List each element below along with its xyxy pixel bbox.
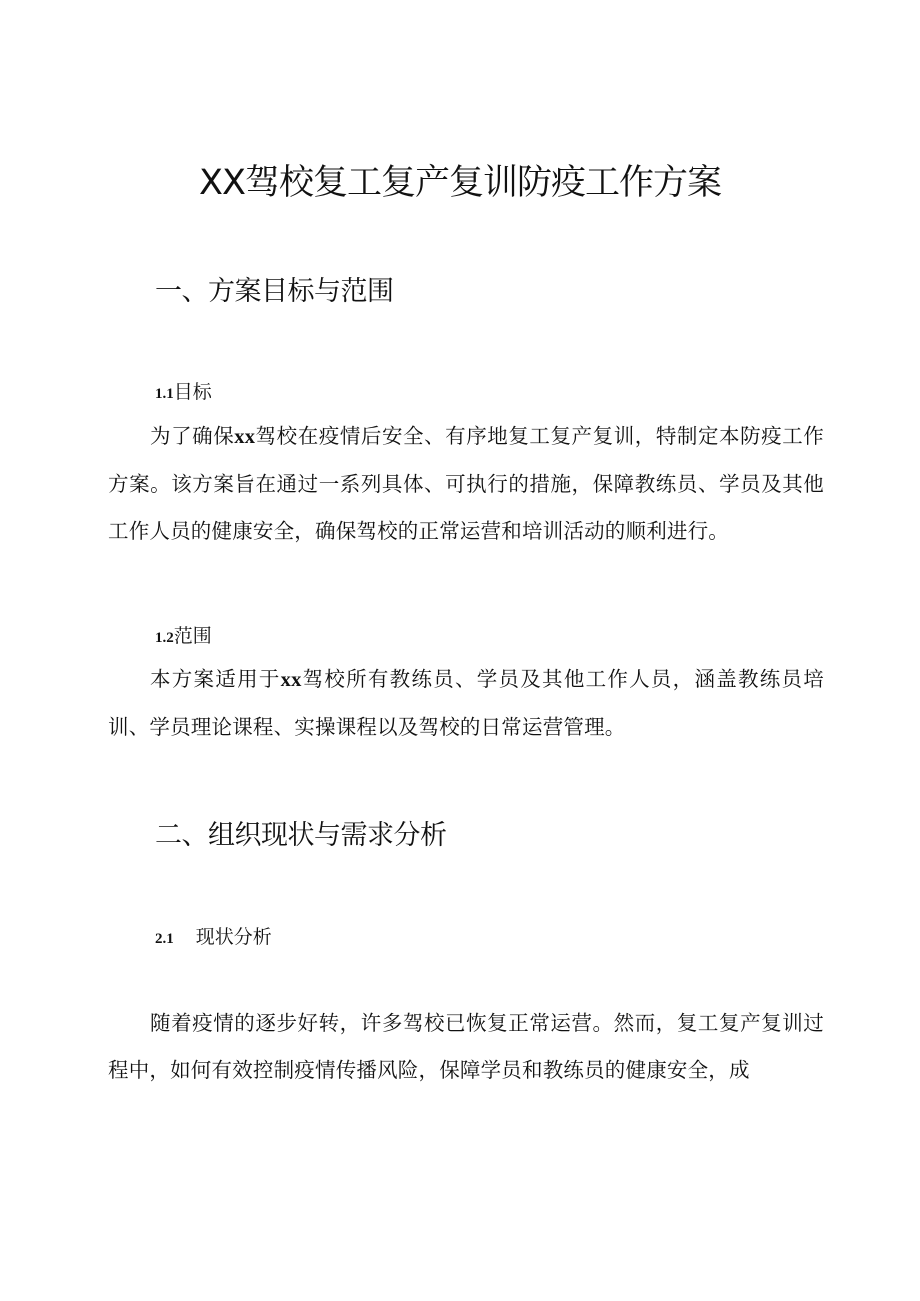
subsection-title: 现状分析	[195, 926, 272, 948]
subsection-heading-2-1	[155, 923, 272, 953]
subsection-heading-1-1	[155, 378, 212, 408]
subsection-number: 1.2	[155, 630, 174, 646]
paragraph-goal	[108, 413, 824, 555]
document-title: XX驾校复工复产复训防疫工作方案	[199, 163, 721, 203]
paragraph-scope	[108, 656, 824, 751]
subsection-number: 1.1	[155, 386, 174, 402]
paragraph-status-analysis: 随着疫情的逐步好转，许多驾校已恢复正常运营。然而，复工复产复训过程中，如何有效控制疫情传播风险，保障学员和教练员的健康安全，成	[108, 1011, 824, 1082]
subsection-title: 范围	[173, 625, 212, 647]
paragraph-text: 本方案适用于	[150, 667, 281, 691]
school-name-placeholder: xx	[280, 669, 302, 691]
school-name-placeholder: xx	[234, 426, 256, 448]
subsection-heading-1-2	[155, 622, 212, 652]
paragraph-text: 为了确保	[150, 424, 235, 448]
section-heading-1: 一、方案目标与范围	[155, 276, 394, 307]
paragraph-text: 驾校所有教练员、学员及其他工作人员，涵盖教练员培训、学员理论课程、实操课程以及驾校的日常运营管理。	[108, 667, 824, 739]
section-heading-2: 二、组织现状与需求分析	[155, 820, 447, 851]
paragraph-text: 驾校在疫情后安全、有序地复工复产复训，特制定本防疫工作方案。该方案旨在通过一系列具体、可执行的措施，保障教练员、学员及其他工作人员的健康安全，确保驾校的正常运营和培训活动的顺利进行。	[108, 424, 824, 543]
subsection-number: 2.1	[155, 931, 174, 947]
subsection-title: 目标	[173, 381, 212, 403]
